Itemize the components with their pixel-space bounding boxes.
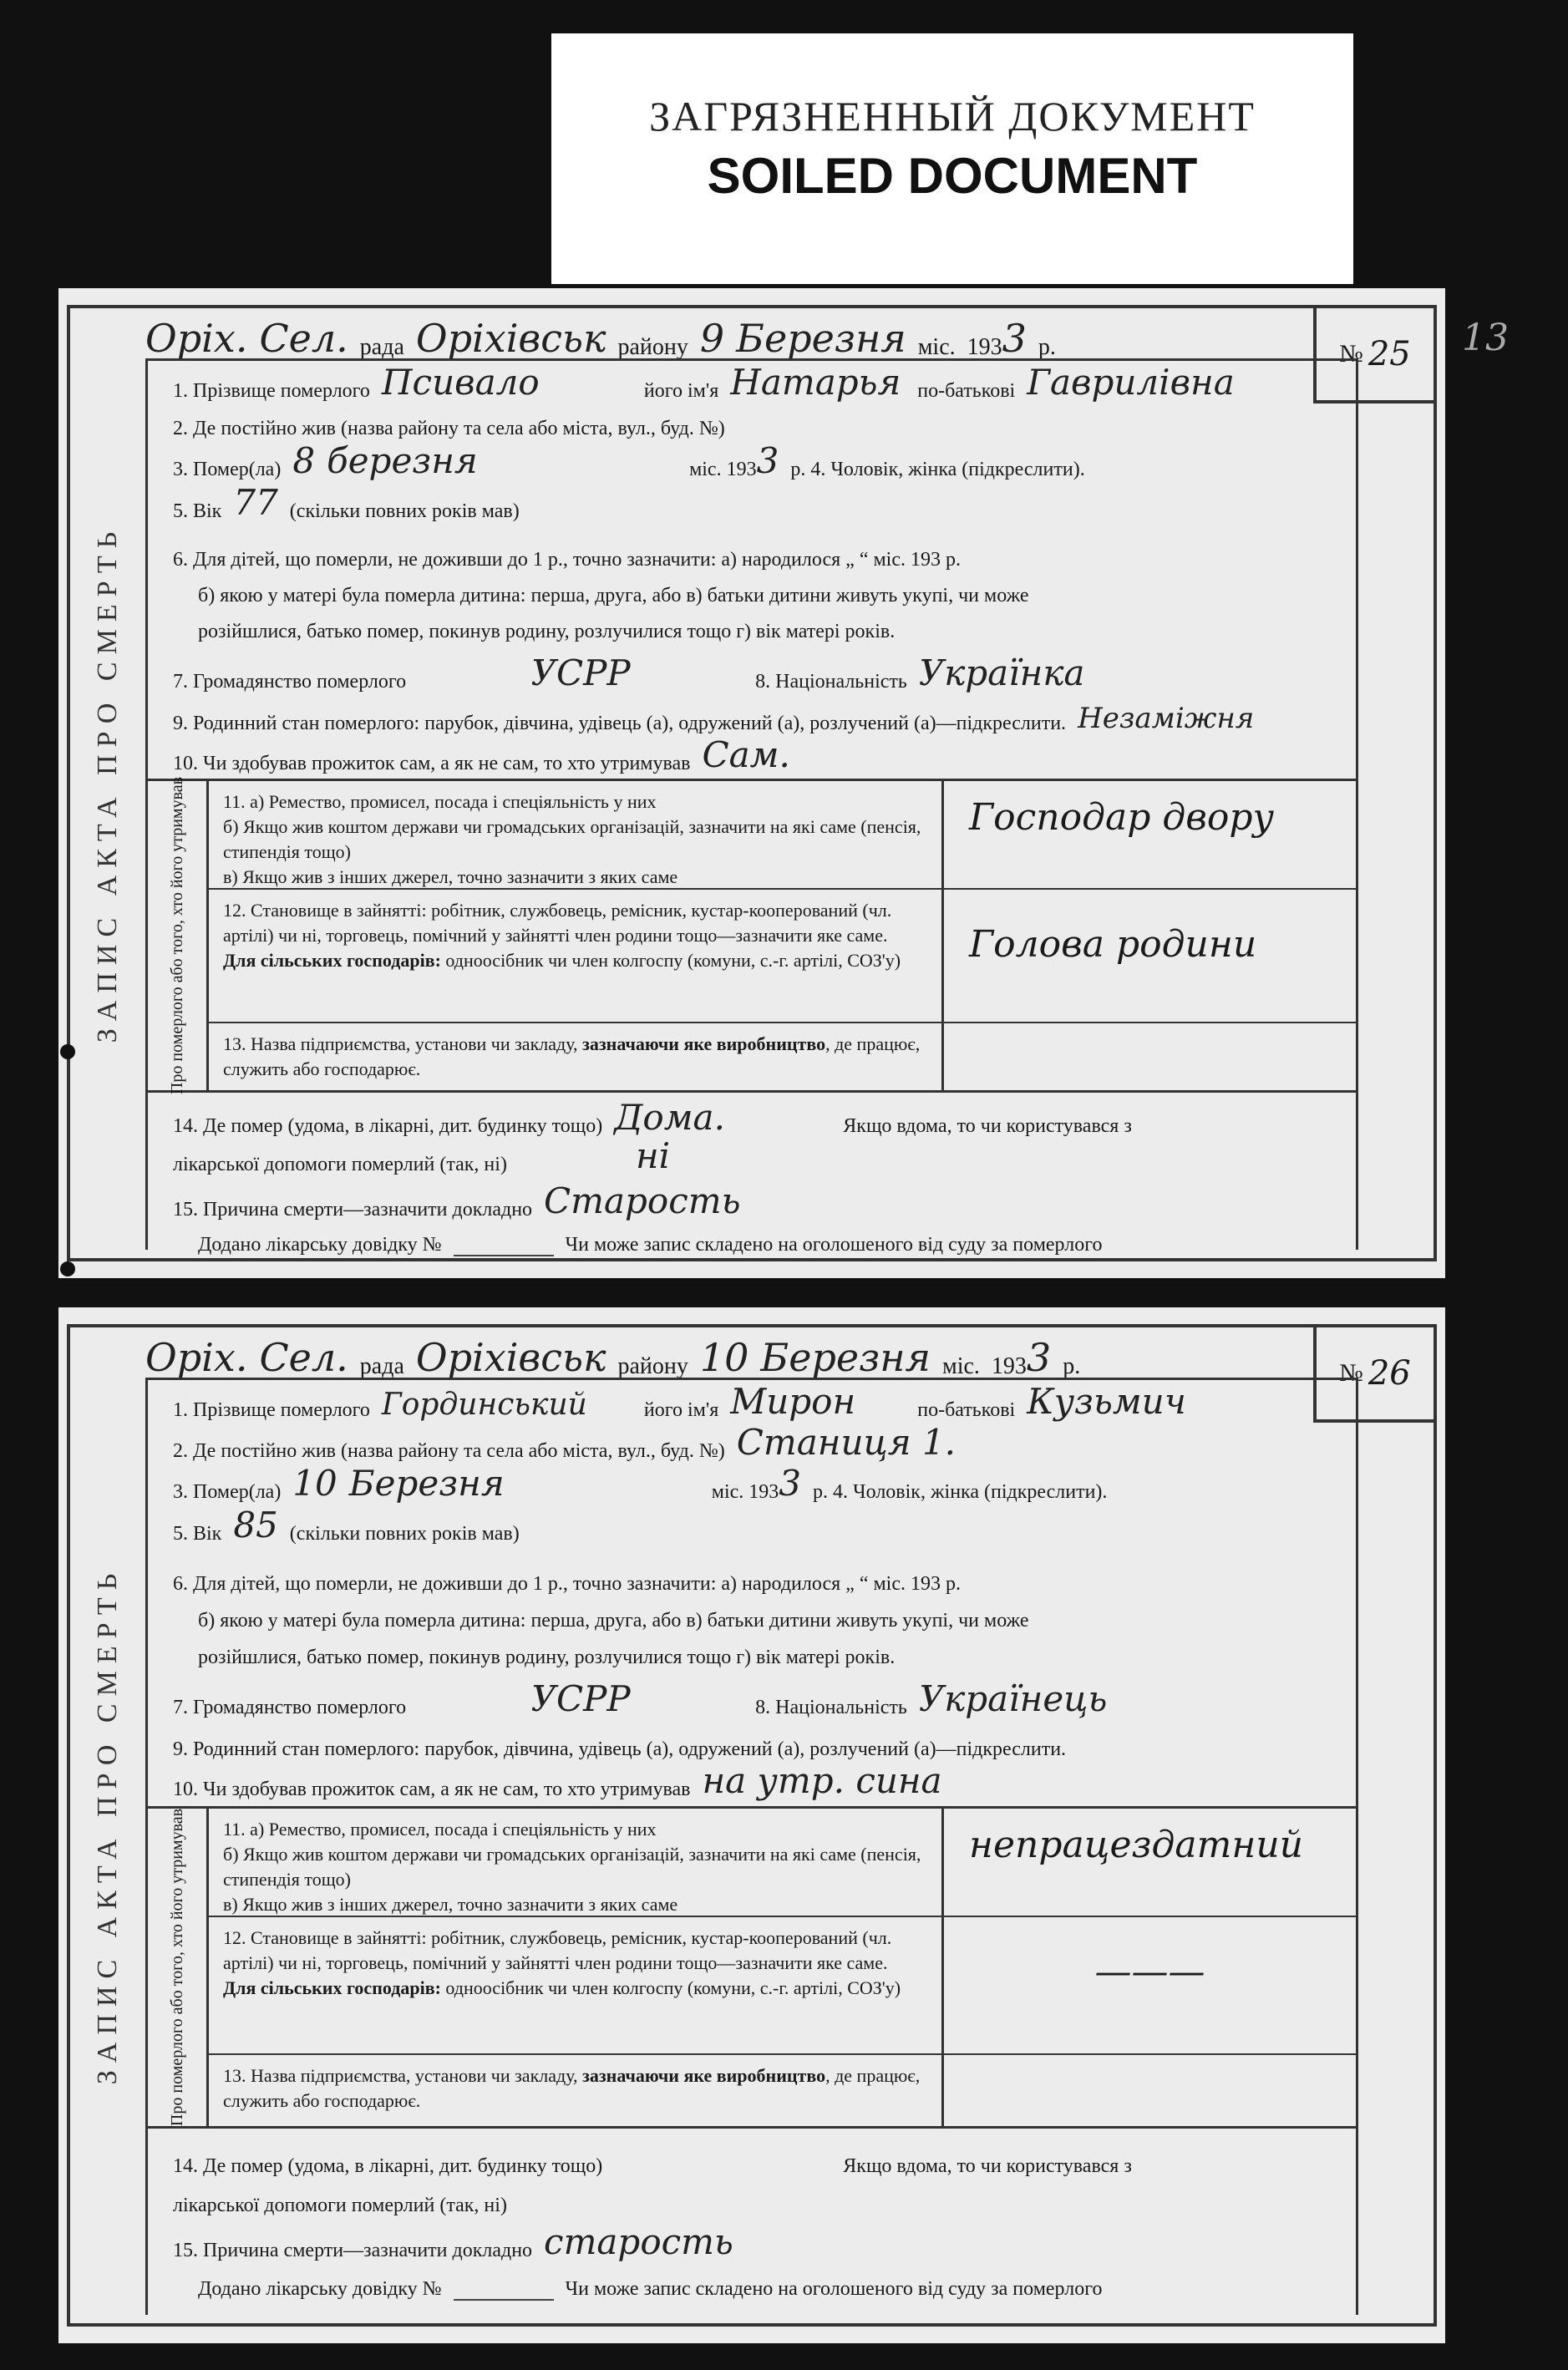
row-help: лікарської допомоги померлий (так, ні) bbox=[173, 2195, 507, 2216]
a11-value: непрацездатний bbox=[941, 1809, 1356, 1917]
row-citizen: 7. Громадянство померлого УСРР 8. Національність Українка bbox=[173, 652, 1085, 693]
row-residence: 2. Де постійно жив (назва району та села або міста, вул., буд. №) bbox=[173, 418, 725, 439]
row-died: 3. Помер(ла) 8 березня міс. 193 3 р. 4. Чоловік, жінка (підкреслити). bbox=[173, 440, 1085, 481]
row-6c: розійшлися, батько помер, покинув родину, розлучилися тощо г) вік матері років. bbox=[198, 621, 896, 642]
support-value: Сам. bbox=[702, 734, 790, 775]
death-record-sheet-1 bbox=[58, 288, 1509, 1278]
citizen-value: УСРР bbox=[530, 1678, 631, 1719]
label-en: SOILED DOCUMENT bbox=[707, 148, 1198, 204]
r-label: р. bbox=[1063, 1353, 1081, 1379]
row-6b: б) якою у матері була померла дитина: перша, друга, або в) батьки дитини живуть укупі, чи може bbox=[198, 585, 1029, 606]
row-support: 10. Чи здобував прожиток сам, а як не сам, то хто утримував на утр. сина bbox=[173, 1760, 942, 1801]
row-cause: 15. Причина смерти—зазначити докладно Старость bbox=[173, 1180, 741, 1221]
nation-value: Українка bbox=[918, 652, 1085, 693]
punch-hole bbox=[60, 1044, 75, 1059]
death-record-sheet-2 bbox=[58, 1307, 1445, 2343]
year-digit: 3 bbox=[1002, 316, 1027, 361]
died-year: 3 bbox=[779, 1463, 802, 1504]
age-value: 85 bbox=[233, 1505, 278, 1545]
patronymic-value: Кузьмич bbox=[1027, 1381, 1186, 1422]
r-label: р. bbox=[1038, 334, 1056, 360]
row-cause: 15. Причина смерти—зазначити докладно старость bbox=[173, 2221, 733, 2262]
num-value: 25 bbox=[1368, 335, 1411, 373]
month-value: Березня bbox=[760, 1335, 931, 1380]
village: Оріх. bbox=[145, 316, 248, 361]
died-year: 3 bbox=[756, 440, 779, 481]
side-number: 13 bbox=[1462, 317, 1509, 359]
day-value: 9 bbox=[699, 316, 725, 361]
patronymic-value: Гаврилівна bbox=[1027, 362, 1235, 403]
record-body bbox=[145, 358, 1358, 1256]
cause-value: Старость bbox=[544, 1180, 741, 1221]
name-value: Мирон bbox=[730, 1381, 856, 1422]
num-label: № bbox=[1339, 340, 1363, 368]
row-age: 5. Вік 85 (скільки повних років мав) bbox=[173, 1505, 520, 1545]
occupation-table bbox=[148, 1806, 1356, 2129]
row-surname: 1. Прізвище померлого Псивало його ім'я Натарья по-батькові Гаврилівна bbox=[173, 362, 1235, 403]
a11-value: Господар двору bbox=[941, 781, 1356, 890]
a12-value: ——— bbox=[941, 1917, 1356, 2055]
occupation-side-label: Про померлого або того, хто його утримував bbox=[148, 781, 209, 1090]
year-digit: 3 bbox=[1026, 1335, 1052, 1380]
row-marital: 9. Родинний стан померлого: парубок, дівчина, удівець (а), одружений (а), розлучений (а)—підкреслити. bbox=[173, 1738, 1067, 1760]
help-value: ні bbox=[635, 1135, 671, 1176]
surname-value: Гординський bbox=[381, 1388, 587, 1422]
num-label: № bbox=[1339, 1359, 1363, 1387]
q13-cell: 13. Назва підприємства, установи чи закладу, зазначаючи яке виробництво, де працює, служить або господарює. bbox=[223, 1033, 921, 1079]
rada-value: Оріхівськ bbox=[415, 1335, 606, 1380]
row-certificate: Додано лікарську довідку № Чи може запис складено на оголошеного від суду за померлого bbox=[198, 2278, 1103, 2300]
q11-cell: 11. а) Ремество, промисел, посада і спеціяльність у них б) Якщо жив коштом держави чи громадських організацій, зазначити на які саме (пенсія, стипендія тощо) в) Якщо жив з інших джерел, точно зазначити з яких саме bbox=[206, 781, 941, 890]
age-value: 77 bbox=[233, 482, 278, 523]
record-form bbox=[67, 305, 1509, 1261]
cause-value: старость bbox=[544, 2221, 733, 2262]
record-form bbox=[67, 1324, 1437, 2327]
village: Оріх. bbox=[145, 1335, 248, 1380]
row-marital: 9. Родинний стан померлого: парубок, дівчина, удівець (а), одружений (а), розлучений (а)—підкреслити. Незаміжня bbox=[173, 702, 1255, 735]
died-day: 10 bbox=[292, 1463, 337, 1504]
marital-value: Незаміжня bbox=[1078, 702, 1255, 735]
day-value: 10 bbox=[699, 1335, 749, 1380]
mis-label: міс. bbox=[917, 334, 956, 360]
residence-value: Станиця 1. bbox=[736, 1422, 957, 1463]
record-body bbox=[145, 1378, 1358, 2315]
punch-hole bbox=[60, 1261, 75, 1276]
nation-value: Українець bbox=[918, 1678, 1108, 1719]
sel: Сел. bbox=[259, 1335, 348, 1380]
year-prefix: 193 bbox=[967, 334, 1002, 360]
row-surname: 1. Прізвище померлого Гординський його ім'я Мирон по-батькові Кузьмич bbox=[173, 1381, 1186, 1422]
rada-label: рада bbox=[359, 1353, 404, 1379]
rayon-label: району bbox=[617, 1353, 688, 1379]
row-support: 10. Чи здобував прожиток сам, а як не сам, то хто утримував Сам. bbox=[173, 734, 790, 775]
died-month: березня bbox=[327, 440, 478, 481]
mis-label: міс. bbox=[941, 1353, 980, 1379]
name-value: Натарья bbox=[730, 362, 901, 403]
row-died: 3. Помер(ла) 10 Березня міс. 193 3 р. 4. Чоловік, жінка (підкреслити). bbox=[173, 1463, 1108, 1504]
header-line bbox=[145, 1334, 1308, 1380]
occupation-table bbox=[148, 776, 1356, 1095]
row-citizen: 7. Громадянство померлого УСРР 8. Національність Українець bbox=[173, 1678, 1108, 1719]
row-place: 14. Де помер (удома, в лікарні, дит. будинку тощо) Дома. Якщо вдома, то чи користувався з bbox=[173, 1097, 1132, 1138]
q12-cell: 12. Становище в зайнятті: робітник, службовець, ремісник, кустар-кооперований (чл. артілі) чи ні, торговець, помічний у зайнятті член родини тощо—зазначити яке саме. Для сільських господарів: одноосібник чи член колгоспу (комуни, с.-г. артілі, СОЗ'у) bbox=[206, 1917, 941, 2055]
a13-value bbox=[941, 2055, 1356, 2126]
row-certificate: Додано лікарську довідку № Чи може запис складено на оголошеного від суду за померлого bbox=[198, 1234, 1103, 1256]
row-help: лікарської допомоги померлий (так, ні) ні bbox=[173, 1135, 671, 1176]
row-age: 5. Вік 77 (скільки повних років мав) bbox=[173, 482, 520, 523]
died-month: Березня bbox=[348, 1463, 505, 1504]
died-day: 8 bbox=[292, 440, 316, 481]
q11-cell: 11. а) Ремество, промисел, посада і спеціяльність у них б) Якщо жив коштом держави чи громадських організацій, зазначити на які саме (пенсія, стипендія тощо) в) Якщо жив з інших джерел, точно зазначити з яких саме bbox=[206, 1809, 941, 1917]
rada-label: рада bbox=[359, 334, 404, 360]
q13-cell: 13. Назва підприємства, установи чи закладу, зазначаючи яке виробництво, де працює, служить або господарює. bbox=[223, 2065, 921, 2111]
year-prefix: 193 bbox=[991, 1353, 1027, 1379]
support-value: на утр. сина bbox=[702, 1760, 942, 1801]
sel: Сел. bbox=[259, 316, 348, 361]
place-value: Дома. bbox=[614, 1097, 725, 1138]
q12-cell: 12. Становище в зайнятті: робітник, службовець, ремісник, кустар-кооперований (чл. артілі) чи ні, торговець, помічний у зайнятті член родини тощо—зазначити яке саме. Для сільських господарів: одноосібник чи член колгоспу (комуни, с.-г. артілі, СОЗ'у) bbox=[206, 890, 941, 1023]
month-value: Березня bbox=[736, 316, 906, 361]
occupation-side-label: Про померлого або того, хто його утримував bbox=[148, 1809, 209, 2126]
vertical-title: ЗАПИС АКТА ПРО СМЕРТЬ bbox=[92, 524, 123, 1043]
header-line bbox=[145, 315, 1308, 361]
row-6a: 6. Для дітей, що померли, не доживши до 1 р., точно зазначити: а) народилося „ “ міс. 193 р. bbox=[173, 549, 961, 571]
surname-value: Псивало bbox=[381, 362, 540, 403]
num-value: 26 bbox=[1368, 1354, 1411, 1393]
rada-value: Оріхівськ bbox=[415, 316, 606, 361]
citizen-value: УСРР bbox=[530, 652, 631, 693]
row-6a: 6. Для дітей, що померли, не доживши до 1 р., точно зазначити: а) народилося „ “ міс. 193 р. bbox=[173, 1573, 961, 1595]
row-place: 14. Де помер (удома, в лікарні, дит. будинку тощо) Якщо вдома, то чи користувався з bbox=[173, 2155, 1132, 2177]
row-residence: 2. Де постійно жив (назва району та села або міста, вул., буд. №) Станиця 1. bbox=[173, 1422, 957, 1463]
row-6c: розійшлися, батько помер, покинув родину, розлучилися тощо г) вік матері років. bbox=[198, 1647, 896, 1668]
a12-value: Голова родини bbox=[941, 890, 1356, 1023]
label-ru: ЗАГРЯЗНЕННЫЙ ДОКУМЕНТ bbox=[649, 93, 1256, 140]
soiled-document-label bbox=[551, 33, 1353, 284]
a13-value bbox=[941, 1023, 1356, 1090]
vertical-title: ЗАПИС АКТА ПРО СМЕРТЬ bbox=[92, 1566, 123, 2085]
rayon-label: району bbox=[617, 334, 688, 360]
row-6b: б) якою у матері була померла дитина: перша, друга, або в) батьки дитини живуть укупі, чи може bbox=[198, 1610, 1029, 1632]
